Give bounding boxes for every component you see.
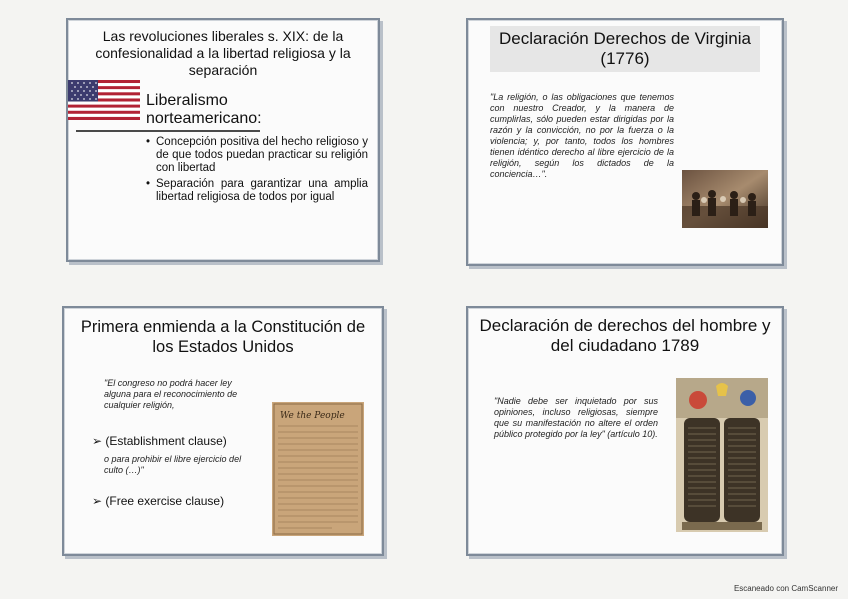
amendment-quote-part-2: o para prohibir el libre ejercicio del culto (…)" (104, 454, 242, 475)
slide-4 (466, 306, 784, 556)
bullet-item: • Separación para garantizar una amplia libertad religiosa de todos por igual (146, 178, 368, 204)
arrow-bullet-icon: ➢ (92, 434, 106, 448)
bullet-item: • Concepción positiva del hecho religioso y de que todos puedan practicar su religión con libertad (146, 136, 368, 176)
slide-1-title: Las revoluciones liberales s. XIX: de la confesionalidad a la libertad religiosa y la separación (95, 28, 351, 78)
scanner-watermark: Escaneado con CamScanner (733, 584, 838, 593)
slide-1-subtitle: Liberalismo norteamericano: (146, 92, 262, 127)
slide-1 (66, 18, 380, 262)
establishment-clause-label: (Establishment clause) (105, 434, 227, 448)
we-the-people-heading: We the People (280, 411, 345, 421)
slide-3-title: Primera enmienda a la Constitución de los Estados Unidos (80, 318, 366, 356)
us-flag-icon (68, 80, 140, 120)
arrow-bullet-icon: ➢ (92, 494, 106, 508)
painting-image (682, 170, 768, 228)
slide-2-title: Declaración Derechos de Virginia (1776) (490, 26, 760, 72)
free-exercise-clause-label: (Free exercise clause) (105, 494, 225, 508)
declaration-1789-image (676, 378, 768, 532)
declaration-1789-quote: "Nadie debe ser inquietado por sus opiniones, incluso religiosas, siempre que su manifestación no altere el orden público protegido por la ley" (artículo 10). (494, 396, 658, 439)
slide-4-title: Declaración de derechos del hombre y del ciudadano 1789 (479, 316, 771, 356)
establishment-clause (92, 434, 227, 448)
slide-1-bullets (146, 136, 368, 206)
amendment-quote-part-1: "El congreso no podrá hacer ley alguna para el reconocimiento de cualquier religión, (104, 378, 238, 410)
virginia-quote: "La religión, o las obligaciones que tenemos con nuestro Creador, y la manera de cumplirlas, sólo pueden estar dirigidas por la razón y la convicción, no por la fuerza o la violencia; y, por tanto, todos los hombres tienen idéntico derecho al libre ejercicio de la religión, según los dictados de la conciencia…". (490, 92, 674, 179)
constitution-document-image (272, 402, 364, 536)
subtitle-underline (76, 130, 260, 132)
slide-3 (62, 306, 384, 556)
slide-2 (466, 18, 784, 266)
free-exercise-clause (92, 494, 224, 508)
